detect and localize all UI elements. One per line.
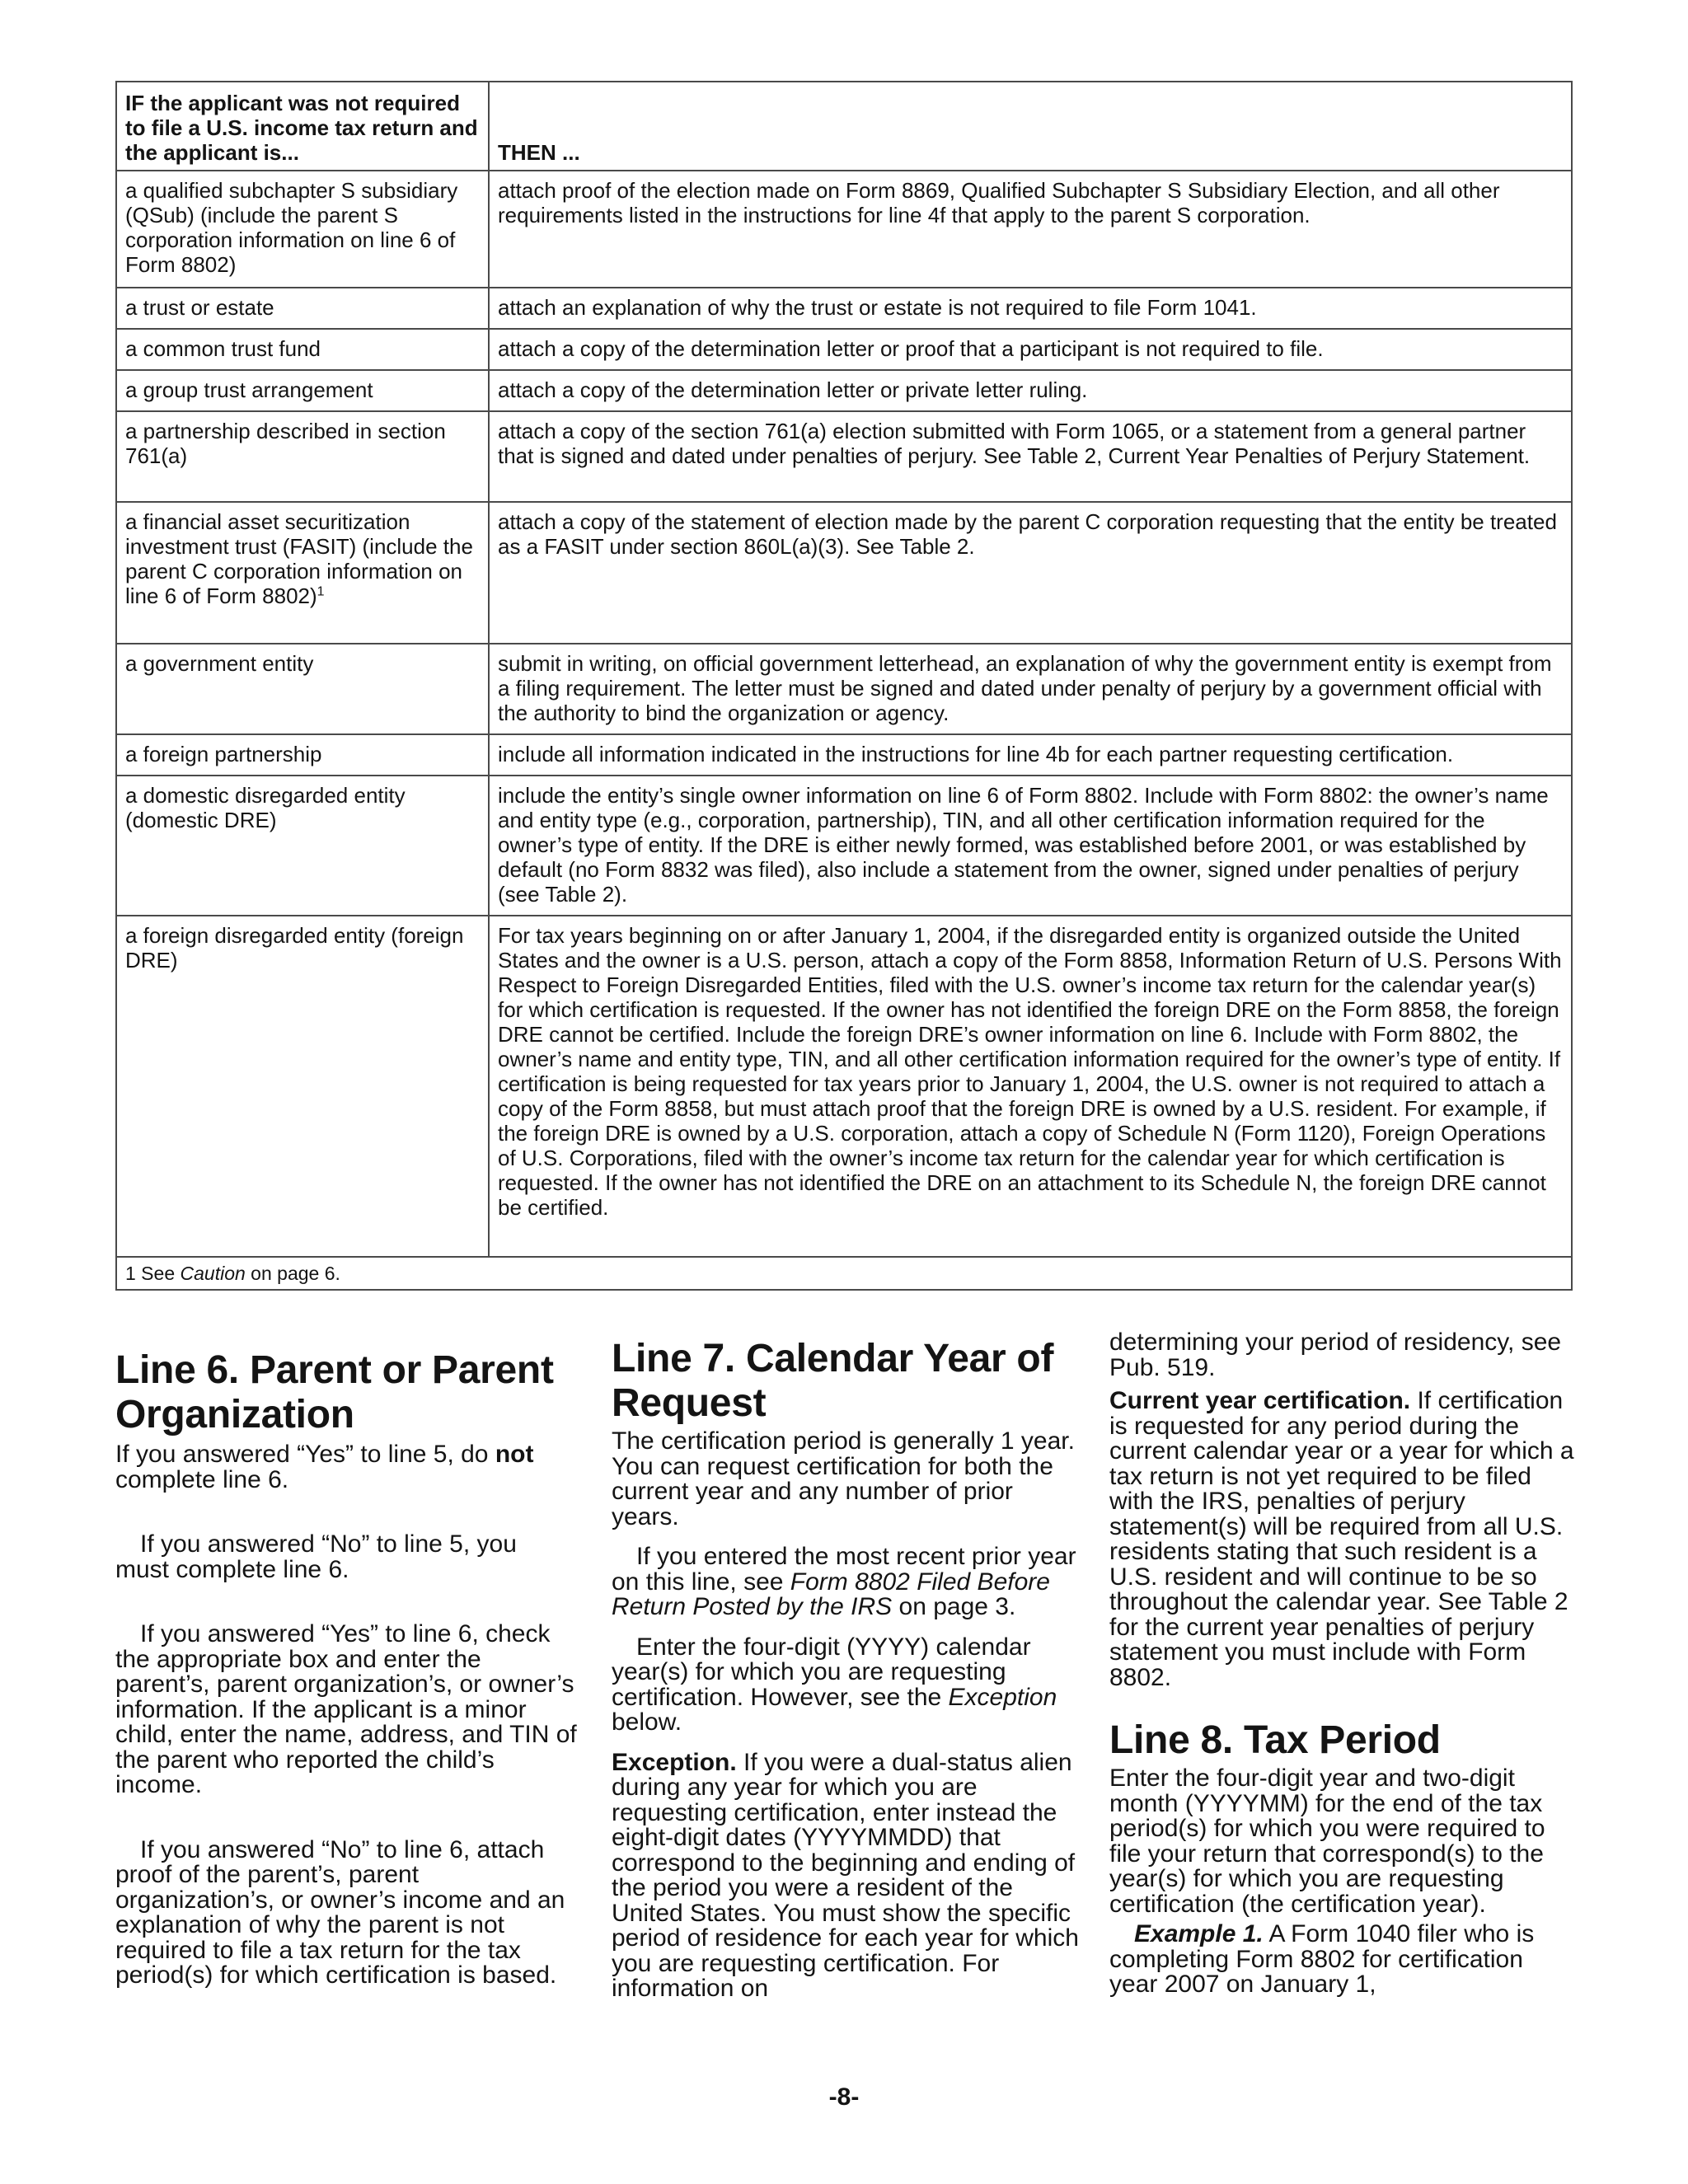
line6-p1-pre: If you answered “Yes” to line 5, do (115, 1441, 495, 1468)
row-condition: a foreign disregarded entity (foreign DRE) (116, 916, 489, 1257)
row-condition: a trust or estate (116, 288, 489, 329)
table-footnote-row (116, 1257, 1572, 1290)
table-row (116, 776, 1572, 916)
table-header-row (116, 82, 1572, 171)
line7-heading: Line 7. Calendar Year of Request (612, 1337, 1054, 1425)
line7-p2-pre: If you entered the most recent prior year on this line, see (612, 1543, 1076, 1596)
line7-paragraph: The certification period is generally 1 year. You can request certification for both the current year and any number of prior years. (612, 1427, 1075, 1530)
line6-p1-bold: not (495, 1441, 534, 1468)
footnote-marker: 1 (316, 584, 325, 599)
line6-paragraph: If you answered “No” to line 5, you must complete line 6. (115, 1530, 517, 1583)
table-row (116, 288, 1572, 329)
footnote-pre: See (135, 1263, 181, 1284)
line7-p3-pre: Enter the four-digit (YYYY) calendar year(s) for which you are requesting certification. However, see the (612, 1633, 1031, 1711)
exception-text: If you were a dual-status alien during any year for which you are requesting certification, enter instead the eight-digit dates (YYYYMMDD) that correspond to the beginning and ending of the period you were a resident of the United States. You must show the specific period of residence for each year for which you are requesting certification. For information on (612, 1748, 1079, 2002)
exception-label: Exception. (612, 1748, 737, 1776)
table-row (116, 502, 1572, 644)
row-action: attach a copy of the determination letter or private letter ruling. (489, 370, 1572, 411)
line6-heading: Line 6. Parent or Parent Organization (115, 1348, 554, 1436)
row-condition: a foreign partnership (116, 734, 489, 776)
footnote-post: on page 6. (245, 1263, 340, 1284)
table-row (116, 734, 1572, 776)
line7-paragraph (612, 1750, 1081, 2002)
row-condition (116, 502, 489, 644)
header-condition-cell: IF the applicant was not required to file a U.S. income tax return and the applicant is... (116, 82, 489, 171)
line7-p3-post: below. (612, 1708, 682, 1736)
table-row (116, 916, 1572, 1257)
row-condition: a qualified subchapter S subsidiary (QSub) (include the parent S corporation information on line 6 of Form 8802) (116, 171, 489, 288)
line8-paragraph (1109, 1922, 1576, 1998)
table-footnote (116, 1257, 1572, 1290)
line7-p3-italic: Exception (948, 1683, 1057, 1711)
line6-paragraph: If you answered “No” to line 6, attach proof of the parent’s, parent organization’s, or owner’s income and an explanation of why the parent is not required to file a tax return for the tax period(s) for which certification is based. (115, 1835, 565, 1989)
line6-paragraph: If you answered “Yes” to line 6, check the appropriate box and enter the parent’s, parent organization’s, or owner’s information. If the applicant is a minor child, enter the name, address, and TIN of the parent who reported the child’s income. (115, 1620, 577, 1798)
right-column (1109, 1330, 1576, 1998)
table-row (116, 171, 1572, 288)
residency-paragraph: determining your period of residency, see Pub. 519. (1109, 1329, 1562, 1381)
table-row (116, 411, 1572, 502)
row-action: submit in writing, on official government letterhead, an explanation of why the government entity is exempt from a filing requirement. The letter must be signed and dated under penalty of perjury by a government official with the authority to bind the organization or agency. (489, 644, 1572, 734)
example1-text: A Form 1040 filer who is completing Form 8802 for certification year 2007 on January 1, (1109, 1920, 1535, 1998)
line7-p2-italic: Form 8802 Filed Before Return Posted by the IRS (612, 1568, 1050, 1620)
example1-label: Example 1. (1134, 1920, 1264, 1947)
current-year-text: If certification is requested for any period during the current calendar year or a year for which a tax return is not yet required to be filed with the IRS, penalties of perjury statement(s) will be required from all U.S. residents stating that such resident is a U.S. resident and will continue to be so throughout the calendar year. See Table 2 for the current year penalties of perjury statement you must include with Form 8802. (1109, 1387, 1574, 1691)
footnote-caution: Caution (180, 1263, 246, 1284)
table-row (116, 329, 1572, 370)
table-row (116, 370, 1572, 411)
page-number: -8- (828, 2083, 860, 2111)
left-column (115, 1332, 577, 1989)
row-action: include all information indicated in the instructions for line 4b for each partner requesting certification. (489, 734, 1572, 776)
line7-paragraph (612, 1635, 1081, 1736)
row-condition: a partnership described in section 761(a) (116, 411, 489, 502)
current-year-label: Current year certification. (1109, 1387, 1411, 1414)
row-action: For tax years beginning on or after January 1, 2004, if the disregarded entity is organized outside the United States and the owner is a U.S. person, attach a copy of the Form 8858, Information Return of U.S. Persons With Respect to Foreign Disregarded Entities, filed with the U.S. owner’s income tax return for the calendar year(s) for which certification is requested. If the owner has not identified the foreign DRE on the Form 8858, the foreign DRE cannot be certified. Include the foreign DRE’s owner information on line 6. Include with Form 8802, the owner’s name and entity type, TIN, and all other certification information required for the owner’s type of entity. If certification is being requested for tax years prior to January 1, 2004, the U.S. owner is not required to attach a copy of the Form 8858, but must attach proof that the foreign DRE is owned by a U.S. resident. For example, if the foreign DRE is owned by a U.S. corporation, attach a copy of Schedule N (Form 1120), Foreign Operations of U.S. Corporations, filed with the owner’s income tax return for the calendar year for which certification is requested. If the owner has not identified the DRE on an attachment to its Schedule N, the foreign DRE cannot be certified. (489, 916, 1572, 1257)
row-condition: a group trust arrangement (116, 370, 489, 411)
line8-heading: Line 8. Tax Period (1109, 1718, 1441, 1762)
footnote-number: 1 (125, 1263, 136, 1284)
row-condition: a government entity (116, 644, 489, 734)
middle-column (612, 1332, 1081, 2002)
row-action: attach a copy of the determination letter or proof that a participant is not required to file. (489, 329, 1572, 370)
requirements-table (115, 81, 1573, 1291)
row-action: attach a copy of the section 761(a) election submitted with Form 1065, or a statement from a general partner that is signed and dated under penalties of perjury. See Table 2, Current Year Penalties of Perjury Statement. (489, 411, 1572, 502)
line8-paragraph: Enter the four-digit year and two-digit month (YYYYMM) for the end of the tax period(s) for which you were required to file your return that correspond(s) to the year(s) for which you are requesting certification (the certification year). (1109, 1765, 1545, 1918)
row-condition: a common trust fund (116, 329, 489, 370)
line6-p1-post: complete line 6. (115, 1465, 289, 1493)
line6-paragraph (115, 1442, 577, 1493)
row-action: include the entity’s single owner information on line 6 of Form 8802. Include with Form 8802: the owner’s name and entity type (e.g., corporation, partnership), TIN, and all other certification information required for the owner’s type of entity. If the DRE is either newly formed, was established before 2001, or was established by default (no Form 8832 was filed), also include a statement from the owner, signed under penalties of perjury (see Table 2). (489, 776, 1572, 916)
line7-paragraph (612, 1544, 1081, 1620)
line7-p2-post: on page 3. (892, 1593, 1016, 1620)
table-row (116, 644, 1572, 734)
requirements-table-wrapper (115, 81, 1573, 1291)
row-condition-text: a financial asset securitization investment trust (FASIT) (include the parent C corporation information on line 6 of Form 8802) (125, 509, 473, 608)
row-action: attach an explanation of why the trust or estate is not required to file Form 1041. (489, 288, 1572, 329)
header-action-cell: THEN ... (489, 82, 1572, 171)
row-condition: a domestic disregarded entity (domestic DRE) (116, 776, 489, 916)
current-year-paragraph (1109, 1389, 1576, 1690)
row-action: attach a copy of the statement of election made by the parent C corporation requesting that the entity be treated as a FASIT under section 860L(a)(3). See Table 2. (489, 502, 1572, 644)
row-action: attach proof of the election made on Form 8869, Qualified Subchapter S Subsidiary Election, and all other requirements listed in the instructions for line 4f that apply to the parent S corporation. (489, 171, 1572, 288)
